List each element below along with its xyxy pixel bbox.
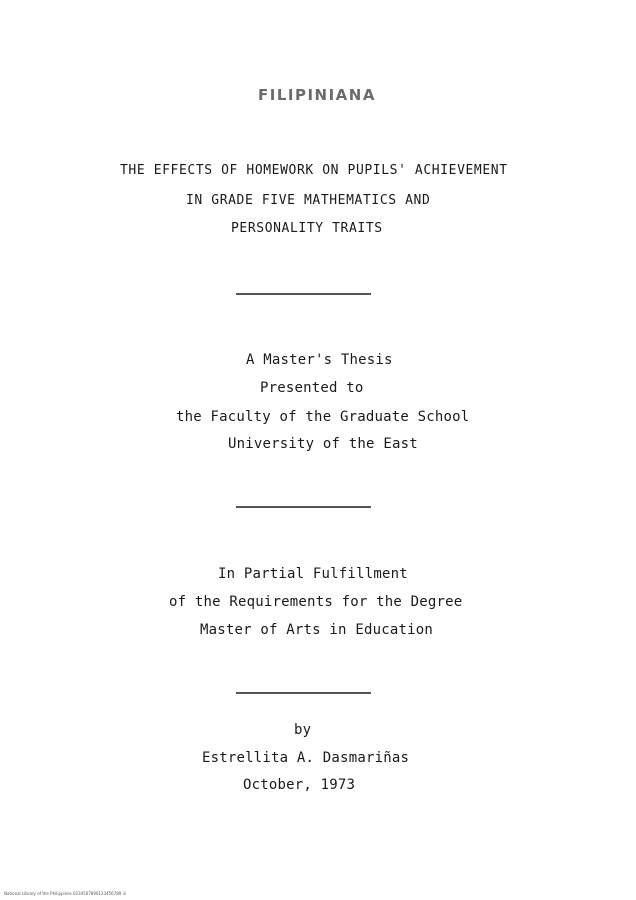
fulfillment-line-2: of the Requirements for the Degree — [169, 594, 463, 610]
divider-1 — [236, 293, 371, 295]
by-label: by — [294, 722, 312, 738]
thesis-title-line-2: IN GRADE FIVE MATHEMATICS AND — [186, 193, 431, 208]
fulfillment-line-3: Master of Arts in Education — [200, 622, 433, 638]
submission-line-4: University of the East — [228, 436, 418, 452]
author-name: Estrellita A. Dasmariñas — [202, 750, 410, 766]
submission-line-1: A Master's Thesis — [246, 352, 393, 368]
thesis-date: October, 1973 — [243, 777, 356, 793]
submission-line-3: the Faculty of the Graduate School — [176, 409, 470, 425]
fulfillment-line-1: In Partial Fulfillment — [218, 566, 408, 582]
divider-3 — [236, 692, 371, 694]
thesis-title-line-3: PERSONALITY TRAITS — [231, 221, 383, 236]
divider-2 — [236, 506, 371, 508]
library-footer: National Library of the Philippines 0234567890123456789 iii — [4, 891, 126, 896]
filipiniana-stamp: FILIPINIANA — [258, 86, 376, 104]
submission-line-2: Presented to — [260, 380, 364, 396]
thesis-title-line-1: THE EFFECTS OF HOMEWORK ON PUPILS' ACHIEVEMENT — [120, 163, 508, 178]
